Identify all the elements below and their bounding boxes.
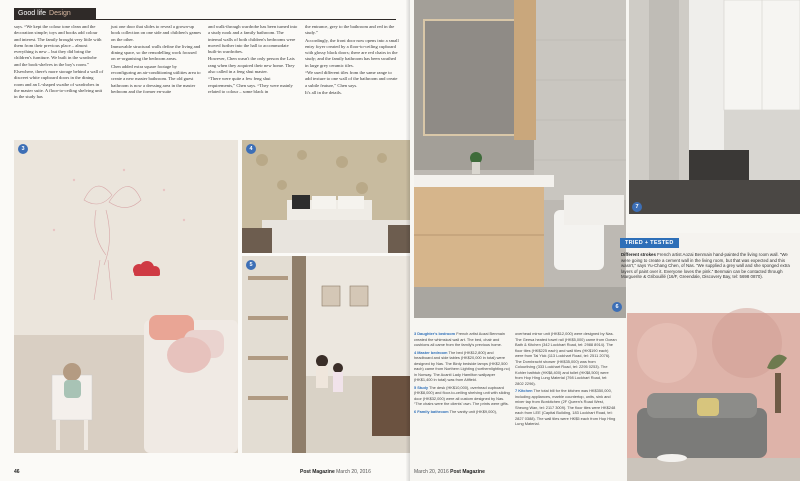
paragraph: just one door that slides to reveal a grown-up book collection on one side and children's games on the other. (111, 24, 201, 42)
issue-date-left: March 20, 2016 (336, 469, 371, 475)
article-column-2 (111, 24, 201, 96)
captions-column-1 (414, 331, 511, 416)
caption (414, 350, 511, 383)
photo-number-7: 7 (632, 202, 642, 212)
paragraph: However, Chen wasn't the only person the Lais rang when they acquired their new home. They also called in a feng shui master. (208, 56, 295, 75)
caption-text: French artist Aozai Benmain created the whimsical wall art. The bed, chair and cushions all came from the family's previous home. (414, 331, 505, 347)
photo-number-6: 6 (612, 302, 622, 312)
tried-tested-lead: Different strokes (621, 252, 656, 257)
caption (414, 409, 511, 415)
publication-name-right: Post Magazine (450, 469, 485, 475)
caption-text: The desk (HK$10,000), overhead cupboard (HK$8,000) and floor-to-ceiling shelving unit with sliding door (HK$32,000) were all custom designed by Nas. “The chairs were the clients' own. The prints were gifts. (414, 384, 510, 406)
paragraph: Accordingly, the front door now opens into a small entry foyer created by a floor-to-ceiling cupboard with glossy black doors; there are red chairs in the study; and the family bathroom has been swathed in large grey ceramic tiles. (305, 37, 399, 68)
paragraph: “There were quite a few feng shui requirements,” Chen says. “They were mainly related to colour – some black in (208, 76, 293, 94)
tried-tested-body: French artist Aozai Benmain hand-painted the living room wall. “We were going to create a cement wall in the living room, but that was expected and this wasn't,” says Yu-Chang Chen, of Nas. “We supplied a grey wall and she sponged extra layers of paint over it. Everyone loves the pink.” Benmain can be contacted through Marguerite & Gribouillé (16/F, Greendale, Discovery Bay, tel: 5698 0870). (621, 252, 790, 280)
paragraph: the entrance, grey to the bathroom and red in the study.” (305, 24, 395, 36)
section-sublabel: Design (49, 10, 71, 17)
page-number-left: 46 (14, 469, 20, 475)
tried-tested-label: TRIED + TESTED (620, 238, 679, 248)
issue-date-right: March 20, 2016 (414, 469, 449, 475)
article-column-4 (305, 24, 399, 97)
paragraph: “We used different tiles from the same range to add texture to one wall of the bathroom and create a subtle feature,” Chen says. (305, 70, 398, 88)
caption-text: The total bill for the kitchen was HK$350,000, including appliances, marble countertop, units, sink and mixer tap from Bonkitchen (2F Queen's Road West, Sheung Wan, tel: 2117 3009). The floor tiles were HK$248 each from LEE (Capital Building, 183 Lockhart Road, tel: 2827 0388). The wall tiles were HK$5 each from Hop Hing Lung Material. (515, 388, 616, 426)
caption-lead: 7 Kitchen (515, 388, 533, 393)
section-rule (96, 19, 396, 20)
kitchen-illustration (629, 0, 800, 214)
family-bathroom-illustration (414, 0, 626, 318)
photo-number-3: 3 (18, 144, 28, 154)
caption (515, 331, 617, 386)
article-column-3 (208, 24, 298, 96)
paragraph: and walk-through wardrobe has been turned into a study nook and a family bathroom. The internal walls of both children's bedrooms were moved further into the hall to accommodate built-in wardrobes. (208, 24, 298, 55)
caption-text: The vanity unit (HK$9,000), (449, 408, 497, 414)
photo-family-bathroom (414, 0, 626, 318)
paragraph: Immovable structural walls define the living and dining space, so the remodelling work focused on re-organising the bedroom areas. (111, 43, 201, 62)
paragraph: says. “We kept the colour tone clean and the decoration simple; toys and books add colour and interest. The family brought very little with them from their previous place – almost everything is new – but they did bring the children's furniture. We built in the wardrobe and the book-shelves in the boy's room.” (14, 24, 102, 67)
photo-kitchen (629, 0, 800, 214)
caption-lead: 6 Family bathroom (414, 408, 449, 414)
publication-name-left: Post Magazine (300, 469, 335, 475)
section-label (14, 8, 96, 20)
section-name: Good life (18, 10, 47, 17)
paragraph: Elsewhere, there's more storage behind a wall of discreet white cupboard doors in the dining room and an L-shaped swathe of wardrobes in the master suite. A floor-to-ceiling shelving unit in the study has (14, 69, 104, 100)
folio-right-credit (414, 469, 485, 475)
study-illustration (242, 256, 410, 453)
photo-daughters-bedroom (14, 140, 238, 453)
photo-number-5: 5 (246, 260, 256, 270)
caption-text: The bed (HK$12,800) and headboard and side tables (HK$20,000 in total) were designed by Nas. The Birdy bedside lamps (HK$2,500 each) came from Northern Lighting (northernlighting.no) in Norway. The Acanti Lady Hamilton wallpaper (HK$1,400 in total) was from Altfield. (414, 349, 511, 382)
paragraph: It's all in the details. (305, 89, 342, 95)
caption-lead: 5 Study (414, 384, 429, 390)
photo-number-4: 4 (246, 144, 256, 154)
folio-left-credit (300, 469, 371, 475)
caption-text: overhead mirror unit (HK$12,000) were designed by Nas. The Geesa heated towel rail (HK$5,000) came from Ocean Bath & Kitchen (342 Lockhart Road, tel: 2988 8914). The floor tiles (HK$225 each) and wall tiles (HK$190 each) were from Tai Yick (113 Lockhart Road, tel: 2511 2076). The Dornbracht shower (HK$35,000) was from Colourliving (333 Lockhart Road, tel: 2295 0253). The Kohler bathtub (HK$8,400) and toilet (HK$8,500) were from Hop Hing Lung Material (798 Lockhart Road, tel: 2802 2296). (515, 331, 617, 386)
photo-master-bedroom (242, 140, 410, 253)
article-column-1 (14, 24, 104, 102)
caption-lead: 3 Daughter's bedroom (414, 331, 456, 336)
caption (414, 331, 511, 348)
photo-study (242, 256, 410, 453)
paragraph: Chen added extra square footage by reconfiguring an air-conditioning utilities area to create a new master bathroom. The old guest bathroom is now a dressing area in the master bedroom and the former en-suite (111, 63, 201, 94)
daughters-bedroom-illustration (14, 140, 238, 453)
caption-lead: 4 Master bedroom (414, 349, 448, 355)
master-bedroom-illustration (242, 140, 410, 253)
caption (414, 385, 511, 407)
folio-left (14, 469, 20, 475)
tried-tested-text (621, 252, 797, 280)
captions-column-2 (515, 331, 617, 429)
caption (515, 388, 617, 427)
